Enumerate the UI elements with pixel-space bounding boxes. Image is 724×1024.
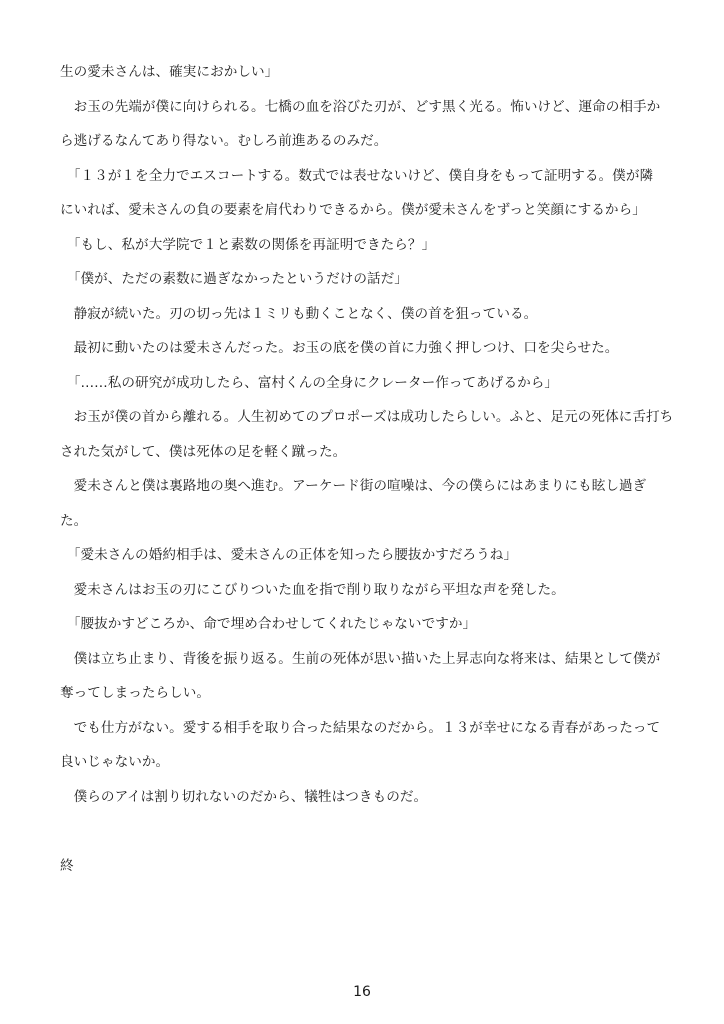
text-line: た。	[60, 512, 88, 529]
text-line: お玉の先端が僕に向けられる。七橋の血を浴びた刃が、どす黒く光る。怖いけど、運命の相手か	[60, 98, 661, 115]
text-line: 愛未さんと僕は裏路地の奥へ進む。アーケード街の喧噪は、今の僕らにはあまりにも眩し過ぎ	[60, 478, 647, 494]
text-line: 「……私の研究が成功したら、富村くんの全身にクレーター作ってあげるから」	[60, 374, 559, 391]
text-line: 「僕が、ただの素数に過ぎなかったというだけの話だ」	[60, 271, 408, 287]
text-line: でも仕方がない。愛する相手を取り合った結果なのだから。１３が幸せになる青春があったって	[60, 719, 661, 736]
text-line: 良いじゃないか。	[60, 754, 170, 770]
page-number: 16	[353, 984, 371, 1000]
text-line: された気がして、僕は死体の足を軽く蹴った。	[60, 443, 347, 460]
blank-line	[60, 819, 670, 854]
text-line: 「愛未さんの婚約相手は、愛未さんの正体を知ったら腰抜かすだろうね」	[60, 547, 518, 563]
end-mark: 終	[60, 857, 74, 874]
text-line: 生の愛未さんは、確実におかしい」	[60, 64, 279, 80]
text-line: 僕は立ち止まり、背後を振り返る。生前の死体が思い描いた上昇志向な将来は、結果として僕が	[60, 650, 661, 667]
text-line: 「もし、私が大学院で１と素数の関係を再証明できたら？」	[60, 236, 436, 253]
text-line: にいれば、愛未さんの負の要素を肩代わりできるから。僕が愛未さんをずっと笑顔にするから」	[60, 202, 646, 218]
text-line: 僕らのアイは割り切れないのだから、犠牲はつきものだ。	[60, 788, 428, 805]
text-line: 「１３が１を全力でエスコートする。数式では表せないけど、僕自身をもって証明する。僕が隣	[60, 167, 654, 184]
text-line: お玉が僕の首から離れる。人生初めてのプロポーズは成功したらしい。ふと、足元の死体に舌打ち	[60, 409, 674, 425]
text-line: ら逃げるなんてあり得ない。むしろ前進あるのみだ。	[60, 133, 388, 149]
text-line: 最初に動いたのは愛未さんだった。お玉の底を僕の首に力強く押しつけ、口を尖らせた。	[60, 340, 619, 356]
text-line: 奪ってしまったらしい。	[60, 685, 211, 701]
body-text	[60, 60, 674, 888]
text-line: 「腰抜かすどころか、命で埋め合わせしてくれたじゃないですか」	[60, 616, 477, 632]
text-line: 静寂が続いた。刃の切っ先は１ミリも動くことなく、僕の首を狙っている。	[60, 305, 538, 322]
text-line: 愛未さんはお玉の刃にこびりついた血を指で削り取りながら平坦な声を発した。	[60, 581, 565, 598]
